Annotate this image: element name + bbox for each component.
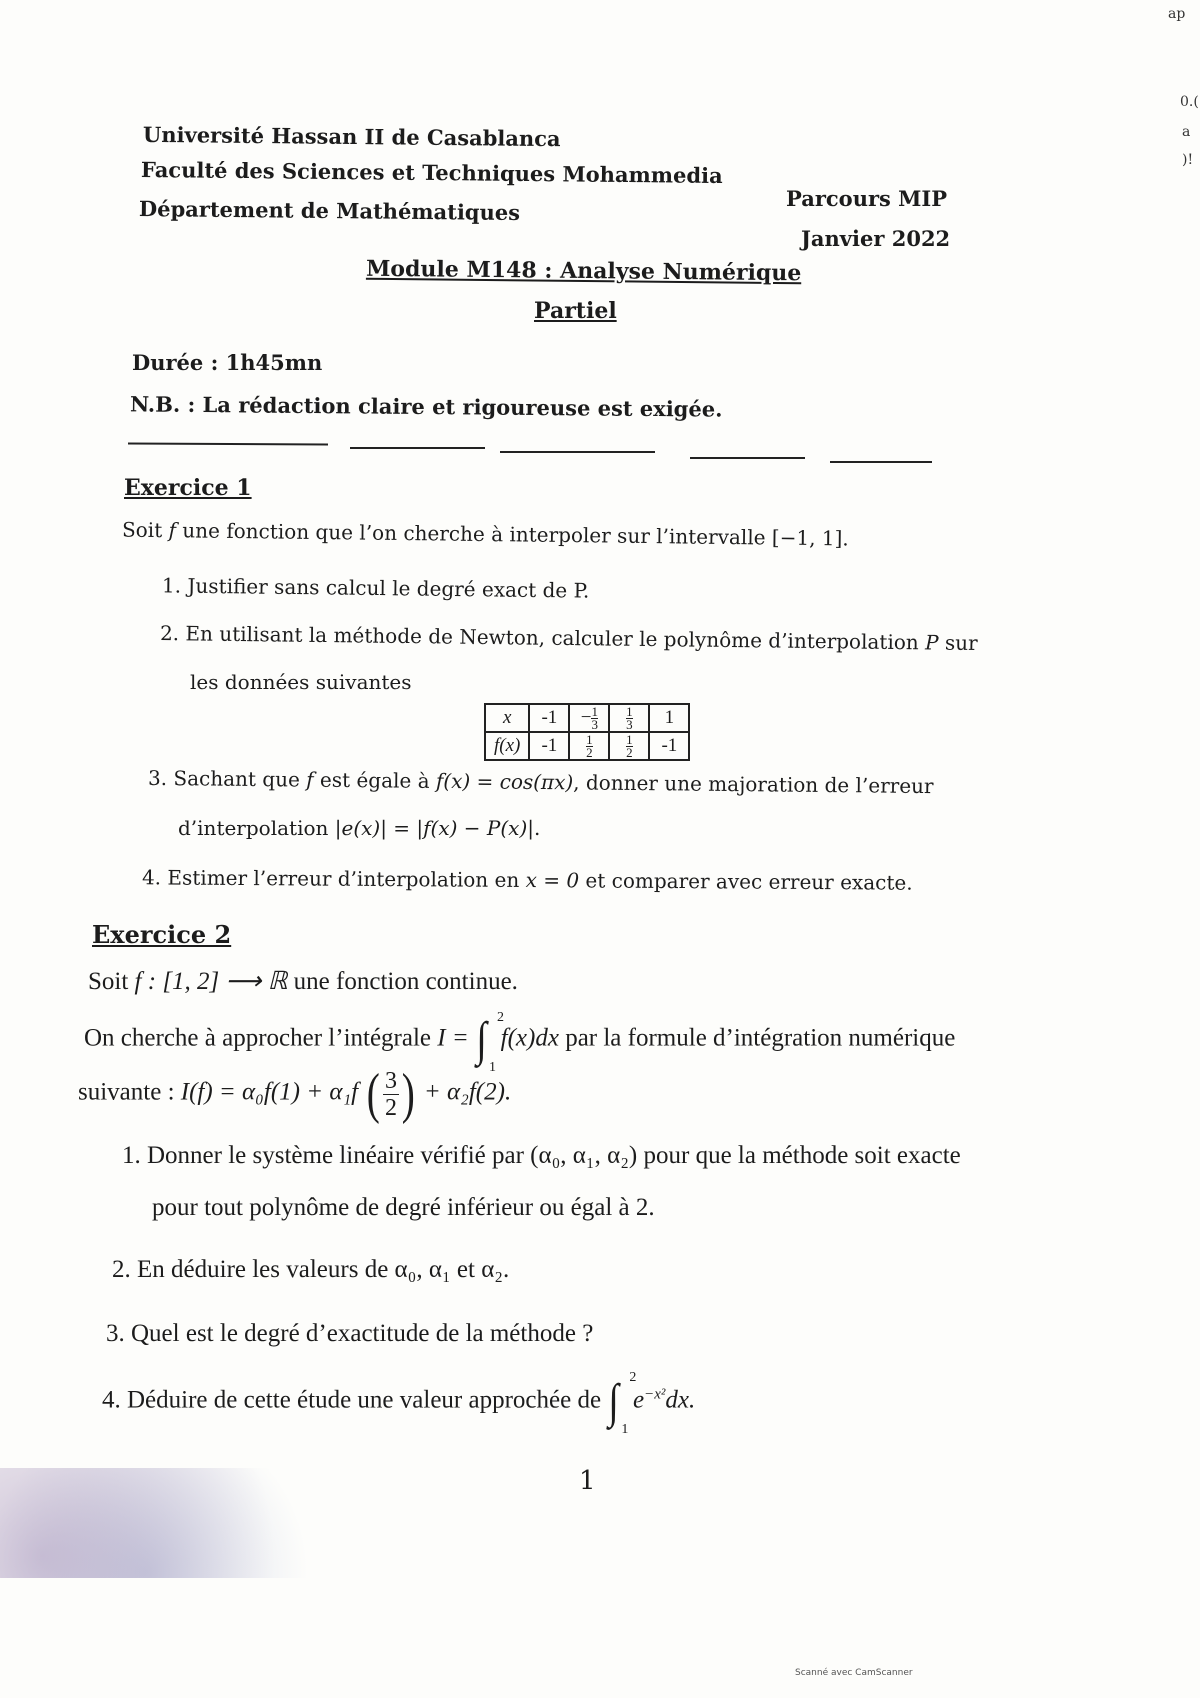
q4-integral-upper: 2 xyxy=(629,1370,637,1385)
exercise-2-formula: suivante : I(f) = α₀f(1) + α₁f ( $\frac{3}{2}$ ) + α₂f(2). xyxy=(78,1063,512,1125)
exercise-2-title: Exercice 2 xyxy=(92,920,232,949)
table-cell-x-2: − $\frac{1}{3}$ xyxy=(569,704,609,732)
exercise-1-title: Exercice 1 xyxy=(124,475,252,501)
table-header-x: x xyxy=(485,704,529,732)
faculty-name: Faculté des Sciences et Techniques Mohammedia xyxy=(140,156,723,189)
exercise-2-integral-line: On cherche à approcher l’intégrale I = ∫ 2 1 f(x)dx par la formule d’intégration numérique xyxy=(84,1010,956,1075)
table-cell-fx-1: -1 xyxy=(529,732,569,760)
integral-lower-bound: 1 xyxy=(488,1060,496,1075)
integral-upper-bound: 2 xyxy=(496,1010,504,1025)
exercise-1-question-3-cont: d’interpolation |e(x)| = |f(x) − P(x)|. xyxy=(178,816,541,840)
exercise-1-question-2-cont: les données suivantes xyxy=(190,670,412,694)
table-cell-x-4: 1 xyxy=(649,704,689,732)
scan-noise-decoration xyxy=(0,1468,420,1578)
nb-note: N.B. : La rédaction claire et rigoureuse est exigée. xyxy=(129,391,723,422)
exercise-2-question-3: 3. Quel est le degré d’exactitude de la méthode ? xyxy=(106,1320,594,1347)
table-row-fx xyxy=(485,732,689,760)
exercise-1-question-3: 3. Sachant que f est égale à f(x) = cos(πx), donner une majoration de l’erreur xyxy=(147,765,934,799)
exercise-2-question-1: 1. Donner le système linéaire vérifié par (α₀, α₁, α₂) pour que la méthode soit exacte xyxy=(122,1142,961,1169)
table-cell-fx-2: $\frac{1}{2}$ xyxy=(569,732,609,760)
university-name: Université Hassan II de Casablanca xyxy=(142,121,561,152)
exercise-2-question-2: 2. En déduire les valeurs de α₀, α₁ et α₂. xyxy=(112,1256,510,1283)
edge-mark-2: 0.( xyxy=(1180,94,1199,110)
table-row-x xyxy=(485,704,689,732)
module-title: Module M148 : Analyse Numérique xyxy=(365,255,802,287)
scanner-watermark: Scanné avec CamScanner xyxy=(795,1668,913,1678)
page-number: 1 xyxy=(579,1466,596,1496)
duration: Durée : 1h45mn xyxy=(132,350,323,375)
exercise-1-intro: Soit f une fonction que l’on cherche à interpoler sur l’intervalle [−1, 1]. xyxy=(121,517,849,551)
exercise-2-question-4: 4. Déduire de cette étude une valeur approchée de ∫ 2 1 $e^{-x^2}dx$. xyxy=(102,1370,696,1437)
table-cell-x-1: -1 xyxy=(529,704,569,732)
exam-type: Partiel xyxy=(534,298,617,324)
exercise-2-question-1-cont: pour tout polynôme de degré inférieur ou égal à 2. xyxy=(152,1194,655,1221)
department-name: Département de Mathématiques xyxy=(138,196,521,225)
table-header-fx: f(x) xyxy=(485,732,529,760)
table-cell-fx-3: $\frac{1}{2}$ xyxy=(609,732,649,760)
edge-mark-3: a xyxy=(1182,124,1191,140)
table-cell-x-3: $\frac{1}{3}$ xyxy=(609,704,649,732)
edge-mark-1: ap xyxy=(1168,6,1186,22)
table-cell-fx-4: -1 xyxy=(649,732,689,760)
exercise-1-question-1: 1. Justifier sans calcul le degré exact de P. xyxy=(161,573,590,603)
exercise-1-question-4: 4. Estimer l’erreur d’interpolation en x = 0 et comparer avec erreur exacte. xyxy=(141,865,913,895)
exercise-1-question-2: 2. En utilisant la méthode de Newton, calculer le polynôme d’interpolation P sur xyxy=(159,621,978,655)
edge-mark-4: )! xyxy=(1182,152,1194,168)
exam-date: Janvier 2022 xyxy=(801,226,951,251)
interpolation-data-table xyxy=(484,703,690,761)
q4-integral-lower: 1 xyxy=(621,1422,629,1437)
track-label: Parcours MIP xyxy=(786,186,948,211)
exercise-2-intro: Soit f : [1, 2] ⟶ ℝ une fonction continue. xyxy=(88,968,518,995)
